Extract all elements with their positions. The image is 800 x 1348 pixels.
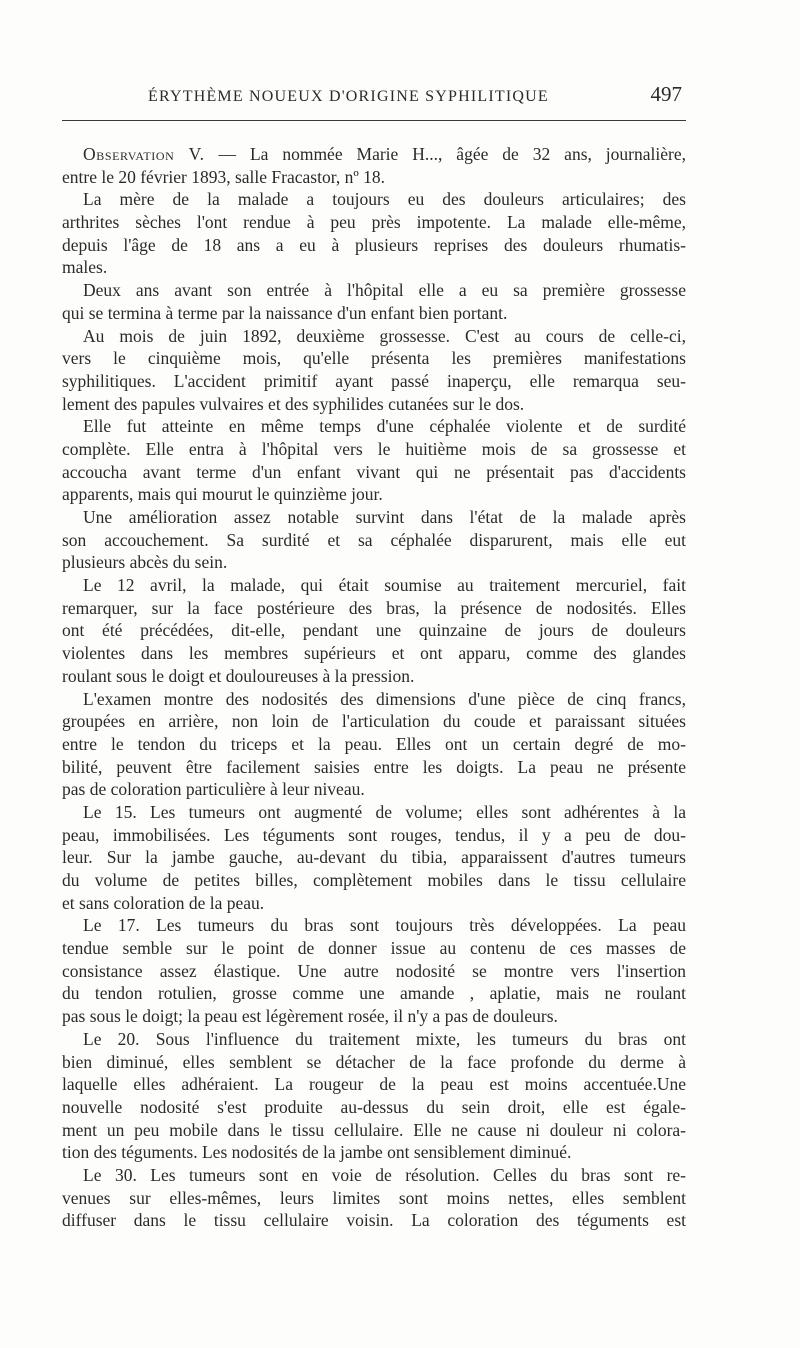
running-title: ÉRYTHÈME NOUEUX D'ORIGINE SYPHILITIQUE [148, 88, 549, 105]
paragraph-line: pas de coloration particulière à leur niveau. [62, 779, 365, 800]
observation-text [62, 143, 686, 1232]
paragraph-line: laquelle elles adhéraient. La rougeur de la peau est moins accentuée.Une [62, 1074, 686, 1095]
paragraph-line: Deux ans avant son entrée à l'hôpital elle a eu sa première grossesse [83, 280, 686, 301]
paragraph-line: tion des téguments. Les nodosités de la jambe ont sensiblement diminué. [62, 1142, 572, 1163]
paragraph-line: Le 20. Sous l'influence du traitement mixte, les tumeurs du bras ont [83, 1028, 686, 1049]
paragraph-line: Elle fut atteinte en même temps d'une céphalée violente et de surdité [83, 416, 686, 437]
line-text: — La nommée Marie H..., âgée de 32 ans, journalière, [204, 144, 686, 164]
paragraph-line: syphilitiques. L'accident primitif ayant passé inaperçu, elle remarqua seu- [62, 370, 686, 391]
paragraph-line: ont été précédées, dit-elle, pendant une quinzaine de jours de douleurs [62, 620, 686, 641]
paragraph-line: accoucha avant terme d'un enfant vivant qui ne présentait pas d'accidents [62, 461, 686, 482]
paragraph-line: L'examen montre des nodosités des dimensions d'une pièce de cinq francs, [83, 688, 686, 709]
paragraph-line: nouvelle nodosité s'est produite au-dessus du sein droit, elle est égale- [62, 1096, 686, 1117]
paragraph-line: remarquer, sur la face postérieure des bras, la présence de nodosités. Elles [62, 597, 686, 618]
paragraph-line: Le 15. Les tumeurs ont augmenté de volume; elles sont adhérentes à la [83, 801, 686, 822]
paragraph-line: Le 12 avril, la malade, qui était soumise au traitement mercuriel, fait [83, 575, 686, 596]
paragraph-line: bien diminué, elles semblent se détacher de la face profonde du derme à [62, 1051, 686, 1072]
running-head [62, 80, 686, 112]
paragraph-line: vers le cinquième mois, qu'elle présenta les premières manifestations [62, 348, 686, 369]
paragraph-line: Le 30. Les tumeurs sont en voie de résolution. Celles du bras sont re- [83, 1164, 686, 1185]
page-number: 497 [650, 82, 682, 106]
paragraph-line: entre le 20 février 1893, salle Fracastor, nº 18. [62, 166, 386, 187]
paragraph-line: venues sur elles-mêmes, leurs limites sont moins nettes, elles semblent [62, 1187, 686, 1208]
paragraph-line: plusieurs abcès du sein. [62, 552, 228, 573]
paragraph-line: roulant sous le doigt et douloureuses à la pression. [62, 665, 415, 686]
paragraph-line: ment un peu mobile dans le tissu cellulaire. Elle ne cause ni douleur ni colora- [62, 1119, 686, 1140]
paragraph-line: qui se termina à terme par la naissance d'un enfant bien portant. [62, 302, 508, 323]
paragraph-line: son accouchement. Sa surdité et sa céphalée disparurent, mais elle eut [62, 529, 686, 550]
paragraph-line: Une amélioration assez notable survint dans l'état de la malade après [83, 507, 686, 527]
paragraph-line: complète. Elle entra à l'hôpital vers le huitième mois de sa grossesse et [62, 438, 686, 459]
paragraph-line: du tendon rotulien, grosse comme une amande , aplatie, mais ne roulant [62, 983, 686, 1004]
header-rule [62, 120, 686, 121]
paragraph-line: apparents, mais qui mourut le quinzième jour. [62, 484, 383, 505]
paragraph-line: entre le tendon du triceps et la peau. Elles ont un certain degré de mo- [62, 733, 686, 754]
paragraph-line: consistance assez élastique. Une autre nodosité se montre vers l'insertion [62, 960, 686, 981]
observation-heading: Observation V. [83, 144, 205, 164]
paragraph-line: diffuser dans le tissu cellulaire voisin. La coloration des téguments est [62, 1210, 686, 1231]
paragraph-line: depuis l'âge de 18 ans a eu à plusieurs reprises des douleurs rhumatis- [62, 234, 686, 255]
paragraph-line [62, 143, 686, 166]
paragraph-line: groupées en arrière, non loin de l'articulation du coude et paraissant situées [62, 711, 686, 732]
paragraph-line: pas sous le doigt; la peau est légèrement rosée, il n'y a pas de douleurs. [62, 1006, 558, 1027]
paragraph-line: tendue semble sur le point de donner issue au contenu de ces masses de [62, 938, 686, 959]
paragraph-line: arthrites sèches l'ont rendue à peu près impotente. La malade elle-même, [62, 212, 686, 233]
paragraph-line: violentes dans les membres supérieurs et ont apparu, comme des glandes [62, 643, 686, 664]
paragraph-line: leur. Sur la jambe gauche, au-devant du tibia, apparaissent d'autres tumeurs [62, 847, 686, 868]
paragraph-line: peau, immobilisées. Les téguments sont rouges, tendus, il y a peu de dou- [62, 824, 686, 845]
paragraph-line: et sans coloration de la peau. [62, 892, 265, 913]
paragraph-line: La mère de la malade a toujours eu des douleurs articulaires; des [83, 189, 686, 210]
paragraph-line: males. [62, 257, 108, 278]
paragraph-line: bilité, peuvent être facilement saisies entre les doigts. La peau ne présente [62, 756, 686, 777]
paragraph-line: lement des papules vulvaires et des syphilides cutanées sur le dos. [62, 393, 525, 414]
paragraph-line: du volume de petites billes, complètement mobiles dans le tissu cellulaire [62, 870, 686, 890]
paragraph-line: Le 17. Les tumeurs du bras sont toujours très développées. La peau [83, 915, 686, 936]
paragraph-line: Au mois de juin 1892, deuxième grossesse. C'est au cours de celle-ci, [83, 325, 686, 346]
